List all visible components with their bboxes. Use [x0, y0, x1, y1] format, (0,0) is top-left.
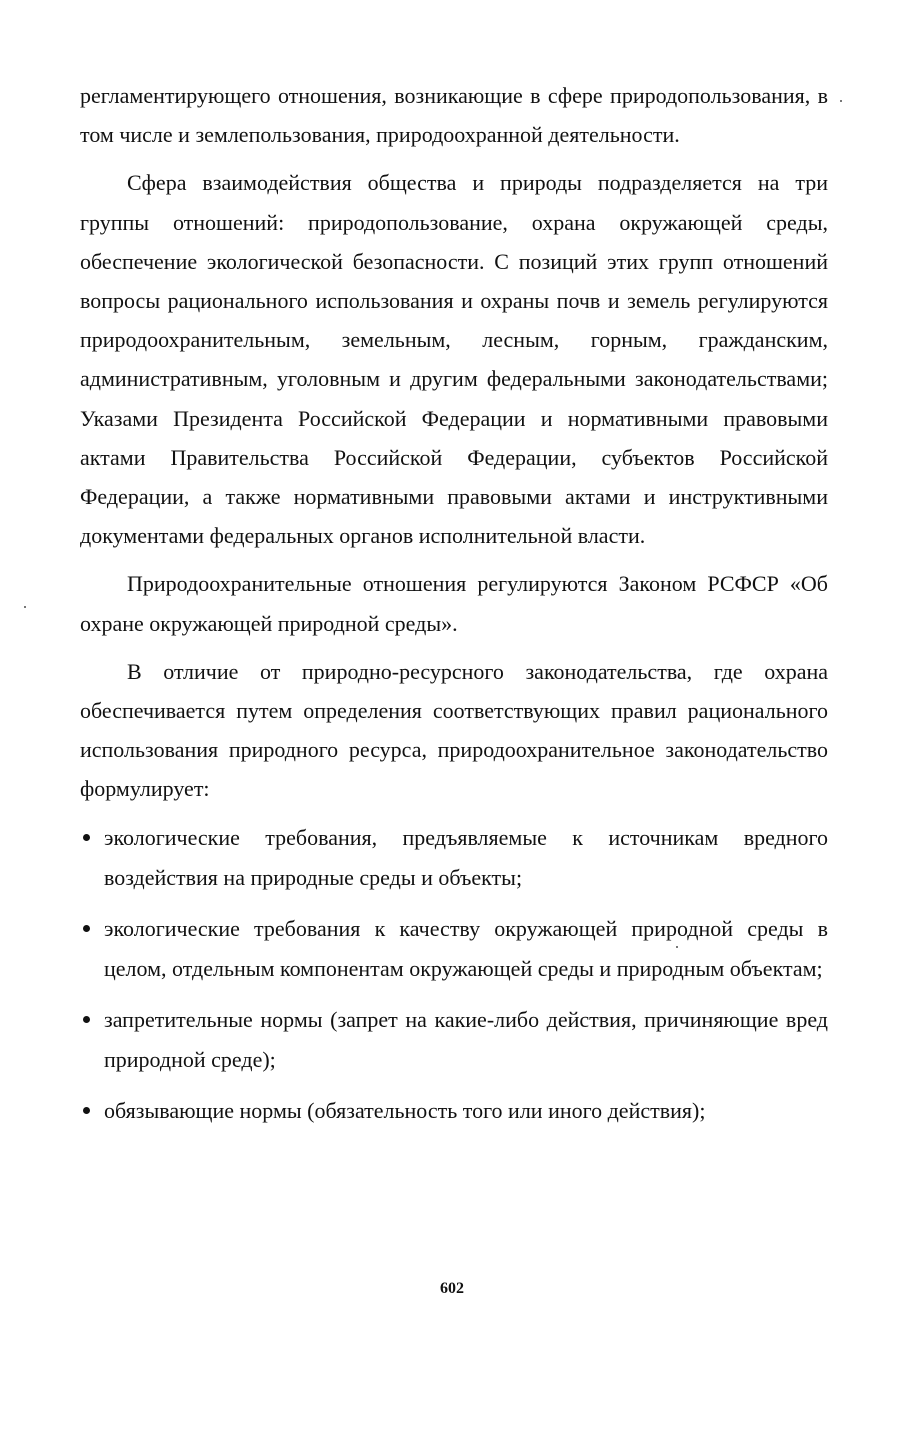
list-item-text: обязывающие нормы (обязательность того или иного действия);: [104, 1097, 706, 1123]
bullet-icon: [83, 1107, 90, 1114]
list-item: [80, 1000, 828, 1081]
scan-speck: [840, 100, 842, 102]
scan-speck: [24, 606, 26, 608]
paragraph-continued: регламентирующего отношения, возникающие в сфере природопользования, в том числе и землепользования, природоохранной деятельности.: [80, 83, 828, 148]
list-item: [80, 818, 828, 899]
list-item-text: экологические требования, предъявляемые к источникам вредного воздействия на природные среды и объекты;: [104, 824, 828, 891]
list-item-text: экологические требования к качеству окружающей природной среды в целом, отдельным компонентам окружающей среды и природным объектам;: [104, 915, 828, 982]
page-number: 602: [440, 1280, 464, 1297]
scan-speck: [676, 946, 678, 948]
list-item-text: запретительные нормы (запрет на какие-либо действия, причиняющие вред природной среде);: [104, 1006, 828, 1073]
bullet-icon: [83, 1016, 90, 1023]
bullet-icon: [83, 834, 90, 841]
paragraph-law: Природоохранительные отношения регулируются Законом РСФСР «Об охране окружающей природной среды».: [80, 571, 828, 636]
paragraph-difference: В отличие от природно-ресурсного законодательства, где охрана обеспечивается путем определения соответствующих правил рационального использования природного ресурса, природоохранительное законодательство формулирует:: [80, 658, 828, 802]
list-item: [80, 1091, 828, 1132]
bullet-icon: [83, 925, 90, 932]
body-text: [80, 76, 828, 1141]
list-item: [80, 909, 828, 990]
bullet-list: [80, 818, 828, 1132]
paragraph-spheres: Сфера взаимодействия общества и природы подразделяется на три группы отношений: природопользование, охрана окружающей среды, обеспечение экологической безопасности. С позиций этих групп отношений вопросы рационального использования и охраны почв и земель регулируются природоохранительным, земельным, лесным, горным, гражданским, административным, уголовным и другим федеральными законодательствами; Указами Президента Российской Федерации и нормативными правовыми актами Правительства Российской Федерации, субъектов Российской Федерации, а также нормативными правовыми актами и инструктивными документами федеральных органов исполнительной власти.: [80, 170, 828, 549]
